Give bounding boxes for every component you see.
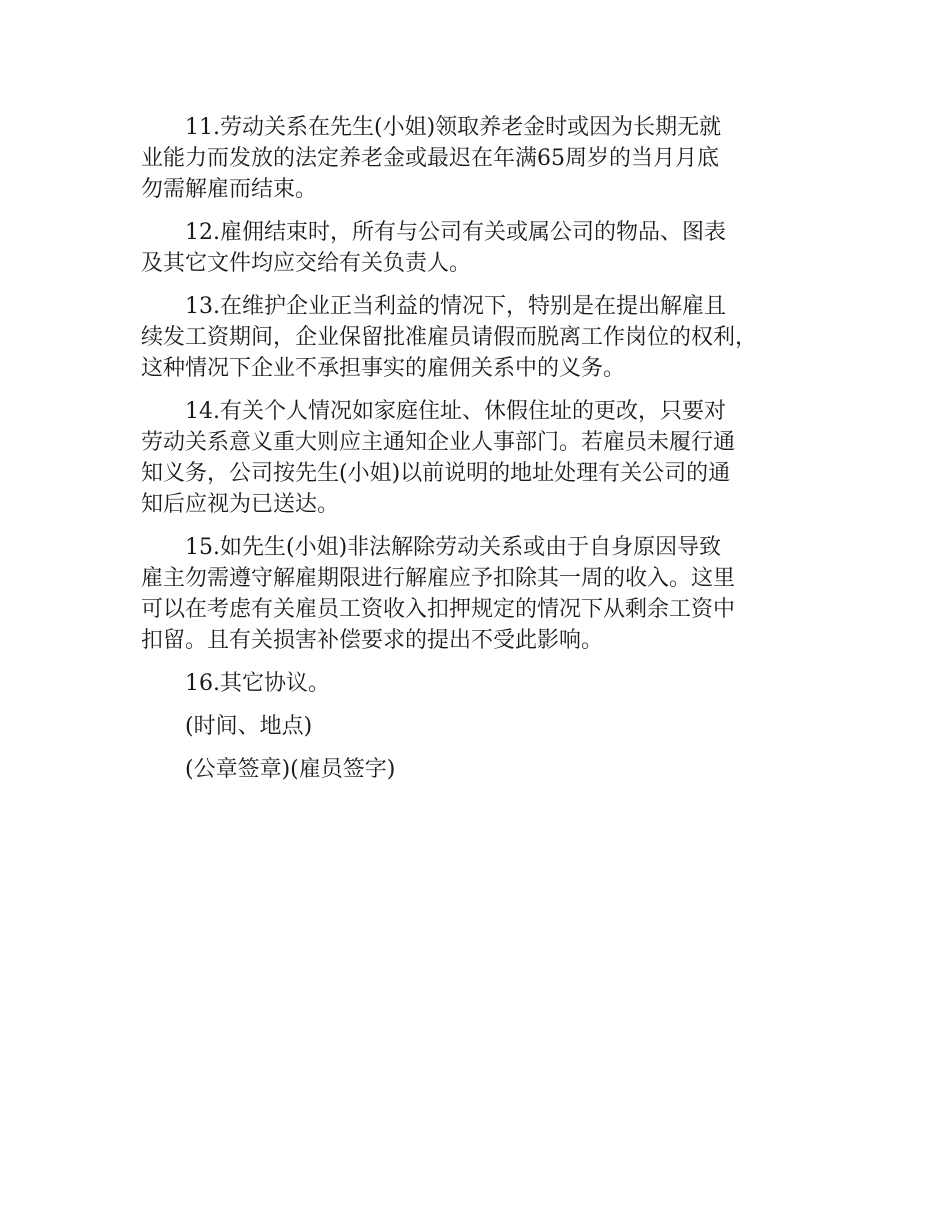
text-line: 续发工资期间，企业保留批准雇员请假而脱离工作岗位的权利， xyxy=(141,325,758,350)
text-line: 14.有关个人情况如家庭住址、休假住址的更改，只要对 xyxy=(185,399,726,424)
text-line: 知义务，公司按先生(小姐)以前说明的地址处理有关公司的通 xyxy=(141,461,731,486)
text-line: 勿需解雇而结束。 xyxy=(141,177,318,202)
text-line: 16.其它协议。 xyxy=(185,671,330,696)
clause-14 xyxy=(141,396,831,520)
text-line: 13.在维护企业正当利益的情况下，特别是在提出解雇且 xyxy=(185,294,726,319)
clause-11 xyxy=(141,112,831,205)
clause-16 xyxy=(141,668,831,699)
text-line: 雇主勿需遵守解雇期限进行解雇应予扣除其一周的收入。这里 xyxy=(141,566,736,591)
text-line: 11.劳动关系在先生(小姐)领取养老金时或因为长期无就 xyxy=(185,115,722,140)
text-line: 及其它文件均应交给有关负责人。 xyxy=(141,251,472,276)
clause-12 xyxy=(141,217,831,279)
text-line: 扣留。且有关损害补偿要求的提出不受此影响。 xyxy=(141,628,604,653)
text-line: 业能力而发放的法定养老金或最迟在年满65周岁的当月月底 xyxy=(141,146,719,171)
signature-line: (公章签章)(雇员签字) xyxy=(185,757,396,782)
clause-13 xyxy=(141,291,831,384)
document-body xyxy=(141,112,831,797)
time-place-line: (时间、地点) xyxy=(185,714,313,739)
text-line: 劳动关系意义重大则应主通知企业人事部门。若雇员未履行通 xyxy=(141,430,736,455)
text-line: 12.雇佣结束时，所有与公司有关或属公司的物品、图表 xyxy=(185,220,726,245)
text-line: 可以在考虑有关雇员工资收入扣押规定的情况下从剩余工资中 xyxy=(141,597,736,622)
clause-15 xyxy=(141,532,831,656)
text-line: 知后应视为已送达。 xyxy=(141,492,340,517)
text-line: 15.如先生(小姐)非法解除劳动关系或由于自身原因导致 xyxy=(185,535,722,560)
text-line: 这种情况下企业不承担事实的雇佣关系中的义务。 xyxy=(141,356,626,381)
